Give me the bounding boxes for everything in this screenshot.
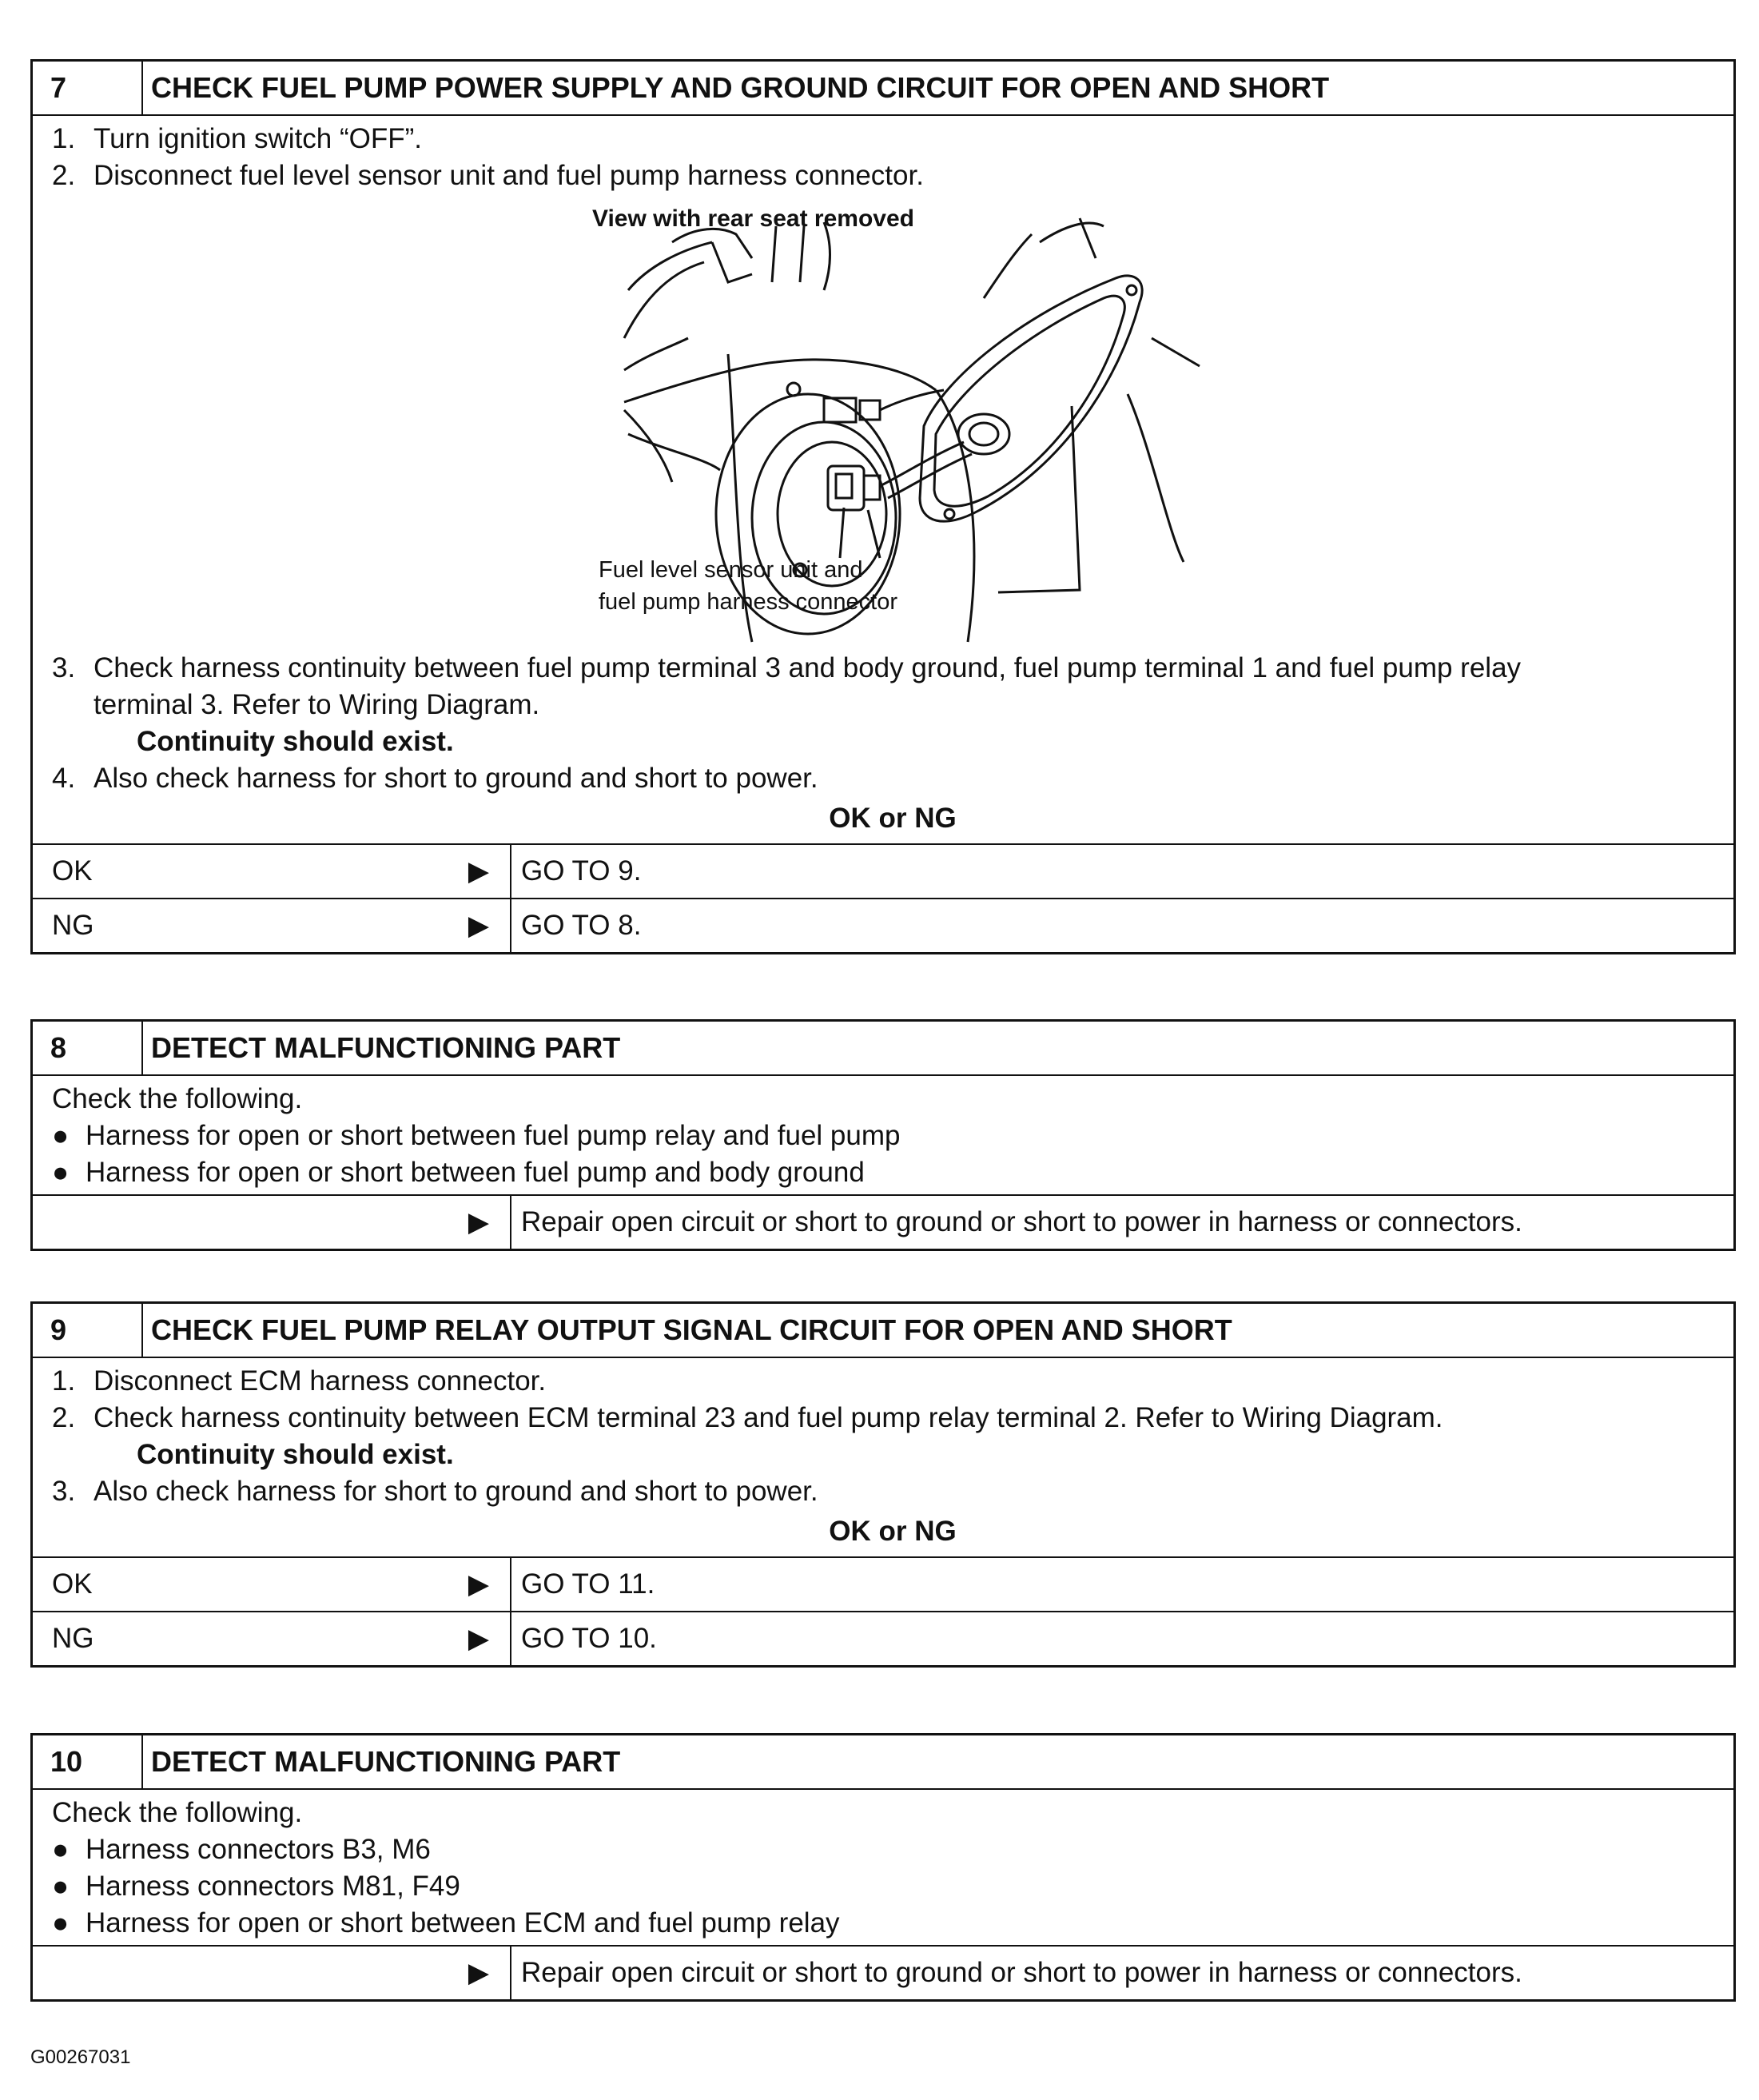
step-number: 9 xyxy=(33,1304,143,1357)
step-9-body xyxy=(33,1358,1733,1556)
step-7-header xyxy=(33,62,1733,116)
arrow-icon: ▶ xyxy=(292,1612,511,1665)
step-7-body xyxy=(33,116,1733,843)
result-row-ng: NG ▶ GO TO 8. xyxy=(33,898,1733,952)
step-8-box xyxy=(30,1019,1736,1251)
bullet-icon: ● xyxy=(52,1120,70,1151)
check-intro: Check the following. xyxy=(52,1797,303,1828)
list-item: ● Harness for open or short between fuel pump and body ground xyxy=(52,1154,1733,1191)
list-item: ● Harness for open or short between fuel pump relay and fuel pump xyxy=(52,1118,1733,1154)
step-8-body xyxy=(33,1076,1733,1194)
bullet-icon: ● xyxy=(52,1834,70,1865)
bullet-icon: ● xyxy=(52,1157,70,1188)
step-number: 8 xyxy=(33,1022,143,1074)
figure-caption: Fuel level sensor unit and fuel pump harness connector xyxy=(599,557,897,615)
instruction-1: 1. Turn ignition switch “OFF”. xyxy=(52,123,423,154)
step-10-body xyxy=(33,1790,1733,1945)
step-8-header xyxy=(33,1022,1733,1076)
list-item: ● Harness connectors B3, M6 xyxy=(52,1831,1733,1868)
arrow-icon: ▶ xyxy=(292,1196,511,1249)
bullet-icon: ● xyxy=(52,1907,70,1939)
continuity-note: Continuity should exist. xyxy=(137,726,454,757)
arrow-icon: ▶ xyxy=(292,845,511,898)
step-title: CHECK FUEL PUMP RELAY OUTPUT SIGNAL CIRCUIT FOR OPEN AND SHORT xyxy=(151,1313,1232,1346)
instruction-3: 3. Check harness continuity between fuel pump terminal 3 and body ground, fuel pump terminal 1 and fuel pump relay xyxy=(52,652,1522,683)
fuel-pump-figure xyxy=(33,194,1733,650)
step-10-header xyxy=(33,1735,1733,1790)
arrow-icon: ▶ xyxy=(292,1558,511,1611)
goto-link[interactable]: GO TO 9. xyxy=(521,855,642,887)
step-number: 10 xyxy=(33,1735,143,1788)
ok-or-ng-label: OK or NG xyxy=(829,1516,957,1547)
list-item: ● Harness for open or short between ECM and fuel pump relay xyxy=(52,1905,1733,1942)
step-title: DETECT MALFUNCTIONING PART xyxy=(151,1031,621,1064)
action-row xyxy=(33,1945,1733,1999)
step-10-box xyxy=(30,1733,1736,2002)
arrow-icon: ▶ xyxy=(292,1947,511,1999)
goto-link[interactable]: GO TO 11. xyxy=(521,1568,655,1600)
result-row-ng: NG ▶ GO TO 10. xyxy=(33,1611,1733,1665)
instruction-2: 2. Check harness continuity between ECM terminal 23 and fuel pump relay terminal 2. Refer to Wiring Diagram. xyxy=(52,1402,1443,1433)
step-9-header xyxy=(33,1304,1733,1358)
instruction-3: 3. Also check harness for short to ground and short to power. xyxy=(52,1476,818,1507)
instruction-1: 1. Disconnect ECM harness connector. xyxy=(52,1365,547,1397)
goto-link[interactable]: GO TO 8. xyxy=(521,910,642,941)
goto-link[interactable]: GO TO 10. xyxy=(521,1623,657,1654)
step-number: 7 xyxy=(33,62,143,114)
repair-action: Repair open circuit or short to ground or short to power in harness or connectors. xyxy=(521,1206,1522,1237)
list-item: ● Harness connectors M81, F49 xyxy=(52,1868,1733,1905)
instruction-4: 4. Also check harness for short to ground and short to power. xyxy=(52,763,818,794)
repair-action: Repair open circuit or short to ground or short to power in harness or connectors. xyxy=(521,1957,1522,1988)
bullet-icon: ● xyxy=(52,1871,70,1902)
arrow-icon: ▶ xyxy=(292,899,511,952)
figure-title: View with rear seat removed xyxy=(592,205,914,232)
check-intro: Check the following. xyxy=(52,1083,303,1114)
result-row-ok: OK ▶ GO TO 9. xyxy=(33,843,1733,898)
action-row xyxy=(33,1194,1733,1249)
step-title: DETECT MALFUNCTIONING PART xyxy=(151,1745,621,1778)
result-row-ok: OK ▶ GO TO 11. xyxy=(33,1556,1733,1611)
ok-or-ng-label: OK or NG xyxy=(829,803,957,834)
instruction-2: 2. Disconnect fuel level sensor unit and fuel pump harness connector. xyxy=(52,160,924,191)
step-title: CHECK FUEL PUMP POWER SUPPLY AND GROUND CIRCUIT FOR OPEN AND SHORT xyxy=(151,71,1330,104)
instruction-3-continued: terminal 3. Refer to Wiring Diagram. xyxy=(94,689,540,720)
continuity-note: Continuity should exist. xyxy=(137,1439,454,1470)
step-9-box xyxy=(30,1301,1736,1668)
step-7-box xyxy=(30,59,1736,954)
figure-code: G00267031 xyxy=(30,2046,131,2068)
